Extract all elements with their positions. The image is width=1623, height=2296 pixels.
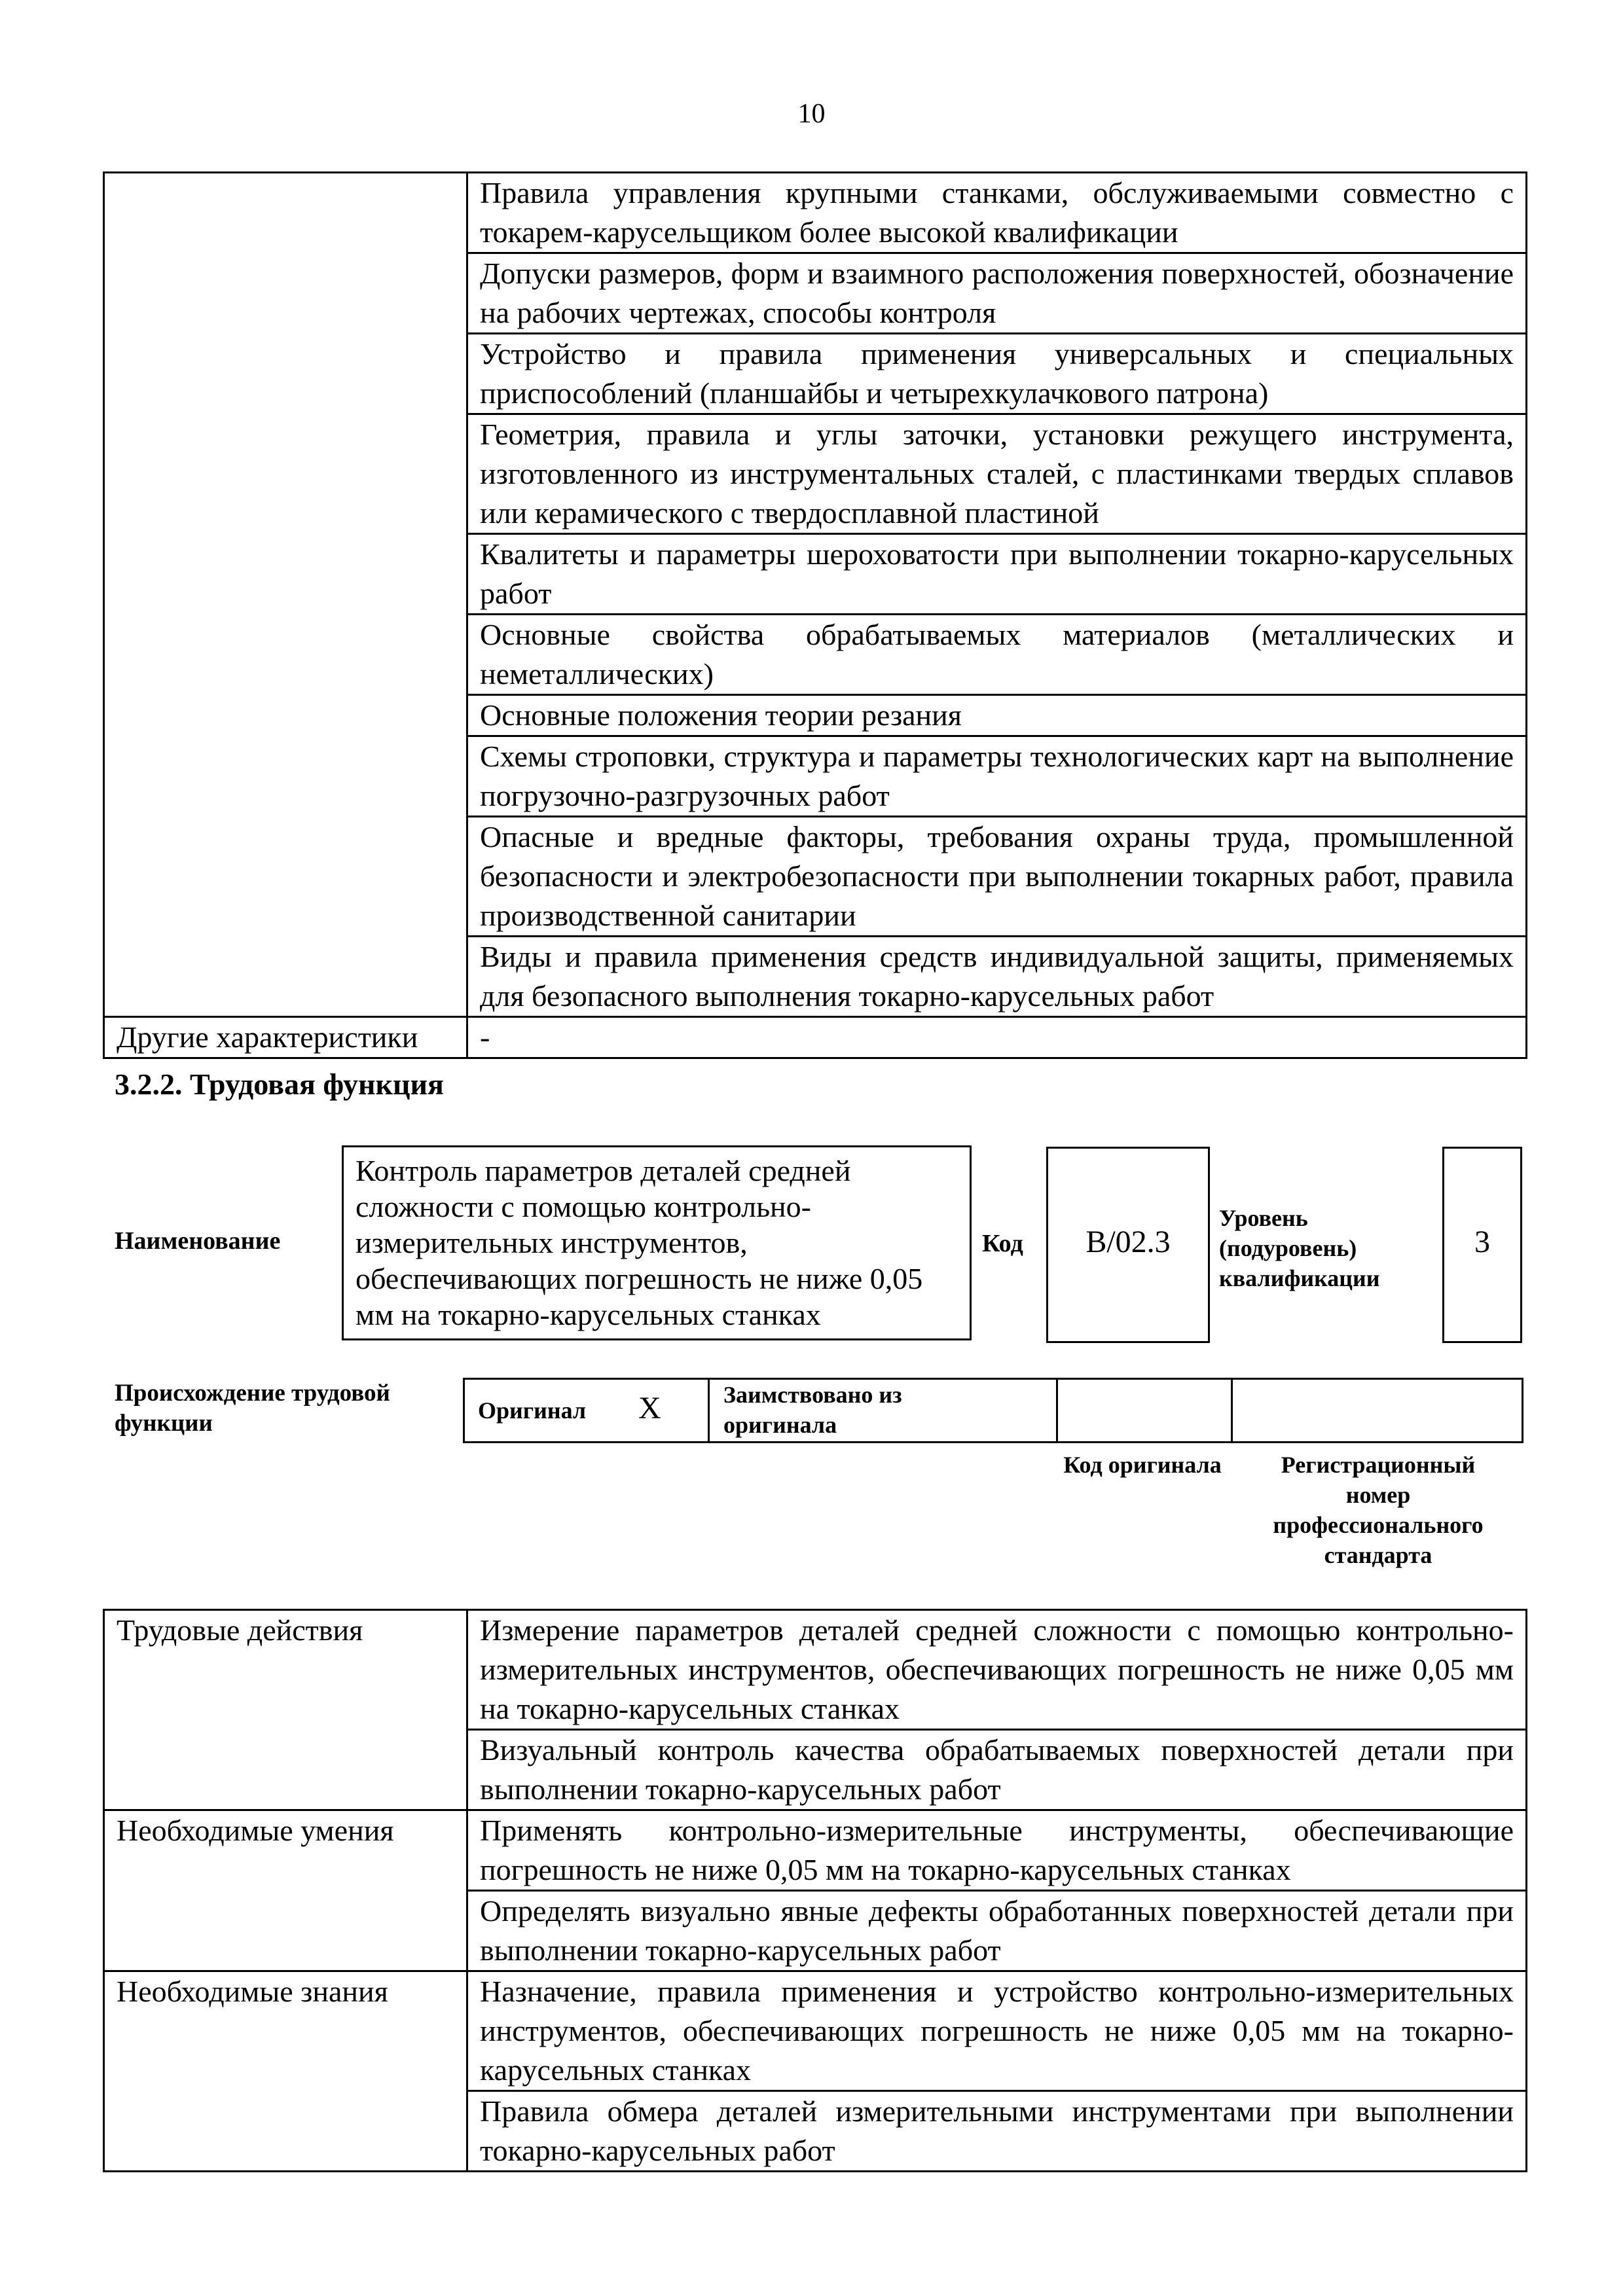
reg-caption: Регистрационный номер профессионального стандарта [1273, 1452, 1484, 1568]
knowledge-item: Основные свойства обрабатываемых материалов (металлических и неметаллических) [467, 615, 1527, 695]
knowledge-item: Правила управления крупными станками, обслуживаемыми совместно с токарем-карусельщиком более высокой квалификации [467, 173, 1527, 253]
table-row [104, 1810, 1527, 1891]
name-value: Контроль параметров деталей средней сложности с помощью контрольно-измерительных инструментов, обеспечивающих погрешность не ниже 0,05 мм на токарно-карусельных станках [356, 1154, 923, 1331]
page-number: 10 [797, 99, 826, 129]
group-item: Правила обмера деталей измерительными инструментами при выполнении токарно-карусельных работ [467, 2091, 1527, 2172]
original-mark: X [638, 1391, 661, 1426]
knowledge-item: Геометрия, правила и углы заточки, установки режущего инструмента, изготовленного из инструментальных сталей, с пластинками твердых сплавов или керамического с твердосплавной пластиной [467, 414, 1527, 534]
table-row [104, 1017, 1527, 1058]
code-value: B/02.3 [1085, 1225, 1171, 1259]
other-label: Другие характеристики [104, 1017, 467, 1058]
details-table [103, 1609, 1527, 2172]
origin-label: Происхождение трудовой функции [115, 1380, 390, 1437]
level-label: Уровень (подуровень) квалификации [1219, 1205, 1380, 1291]
level-value: 3 [1474, 1225, 1490, 1259]
group-item: Применять контрольно-измерительные инструменты, обеспечивающие погрешность не ниже 0,05 мм на токарно-карусельных станках [467, 1810, 1527, 1891]
knowledge-item: Виды и правила применения средств индивидуальной защиты, применяемых для безопасного выполнения токарно-карусельных работ [467, 937, 1527, 1017]
original-label: Оригинал [478, 1397, 587, 1424]
section-heading: 3.2.2. Трудовая функция [115, 1067, 444, 1101]
group-label: Необходимые умения [104, 1810, 467, 1971]
knowledge-item: Схемы строповки, структура и параметры технологических карт на выполнение погрузочно-разгрузочных работ [467, 736, 1527, 817]
name-box [342, 1145, 972, 1340]
table-row [104, 1971, 1527, 2091]
name-label: Наименование [115, 1227, 281, 1255]
group-item: Измерение параметров деталей средней сложности с помощью контрольно-измерительных инструментов, обеспечивающих погрешность не ниже 0,05 мм на токарно-карусельных станках [467, 1610, 1527, 1730]
knowledge-item: Опасные и вредные факторы, требования охраны труда, промышленной безопасности и электробезопасности при выполнении токарных работ, правила производственной санитарии [467, 817, 1527, 937]
code-caption: Код оригинала [1063, 1452, 1222, 1478]
group-item: Определять визуально явные дефекты обработанных поверхностей детали при выполнении токарно-карусельных работ [467, 1891, 1527, 1971]
table-row [104, 173, 1527, 253]
group-label: Необходимые знания [104, 1971, 467, 2172]
knowledge-label-cell [104, 173, 467, 1017]
group-label: Трудовые действия [104, 1610, 467, 1810]
knowledge-item: Квалитеты и параметры шероховатости при выполнении токарно-карусельных работ [467, 534, 1527, 615]
origin-divider [708, 1378, 710, 1443]
group-item: Визуальный контроль качества обрабатываемых поверхностей детали при выполнении токарно-карусельных работ [467, 1730, 1527, 1810]
origin-divider [1231, 1378, 1233, 1443]
table-row [104, 1610, 1527, 1730]
knowledge-item: Устройство и правила применения универсальных и специальных приспособлений (планшайбы и четырехкулачкового патрона) [467, 334, 1527, 414]
borrowed-label: Заимствовано из оригинала [723, 1382, 902, 1438]
code-label: Код [982, 1230, 1023, 1257]
knowledge-table [103, 171, 1527, 1059]
other-value: - [467, 1017, 1527, 1058]
origin-divider [1056, 1378, 1058, 1443]
knowledge-item: Допуски размеров, форм и взаимного расположения поверхностей, обозначение на рабочих чертежах, способы контроля [467, 253, 1527, 334]
group-item: Назначение, правила применения и устройство контрольно-измерительных инструментов, обеспечивающих погрешность не ниже 0,05 мм на токарно-карусельных станках [467, 1971, 1527, 2091]
origin-table [463, 1378, 1523, 1443]
knowledge-item: Основные положения теории резания [467, 695, 1527, 736]
